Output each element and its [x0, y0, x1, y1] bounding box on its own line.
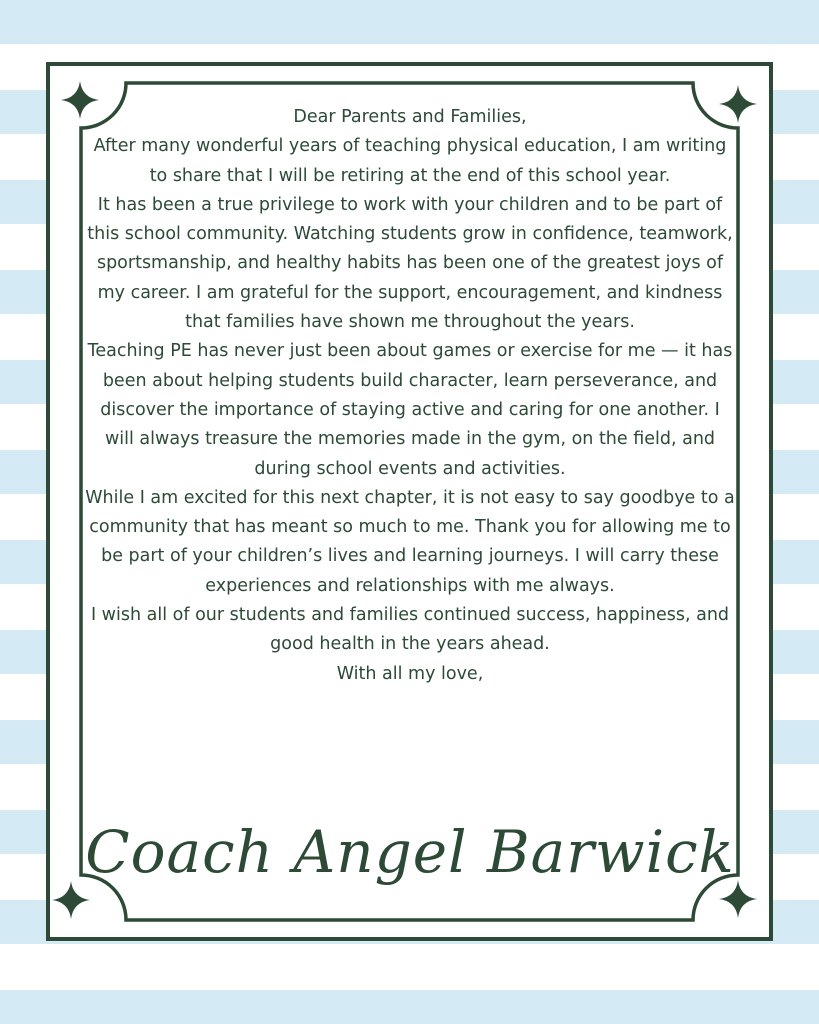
paragraph-goodbye: While I am excited for this next chapter, it is not easy to say goodbye to a community that has meant so much to me. Thank you for allowing me to be part of your children’s lives and learning journeys. I will carry these experiences and relationships with me always.: [85, 487, 735, 596]
paragraph-privilege: It has been a true privilege to work with your children and to be part of this school community. Watching students grow in confidence, teamwork, sportsmanship, and healthy habits has been one of the greatest joys of my career. I am grateful for the support, encouragement, and kindness that families have shown me throughout the years.: [87, 194, 733, 333]
closing: With all my love,: [336, 663, 484, 684]
greeting: Dear Parents and Families,: [293, 107, 527, 127]
letter-body: [84, 103, 736, 689]
paragraph-teaching: Teaching PE has never just been about games or exercise for me — it has been about helping students build character, learn perseverance, and discover the importance of staying active and caring for one another. I will always treasure the memories made in the gym, on the field, and during school events and activities.: [87, 341, 733, 479]
paragraph-retirement: After many wonderful years of teaching physical education, I am writing to share that I will be retiring at the end of this school year.: [93, 136, 727, 186]
paragraph-wishes: I wish all of our students and families continued success, happiness, and good health in the years ahead.: [90, 605, 730, 655]
signature: Coach Angel Barwick: [85, 818, 735, 886]
